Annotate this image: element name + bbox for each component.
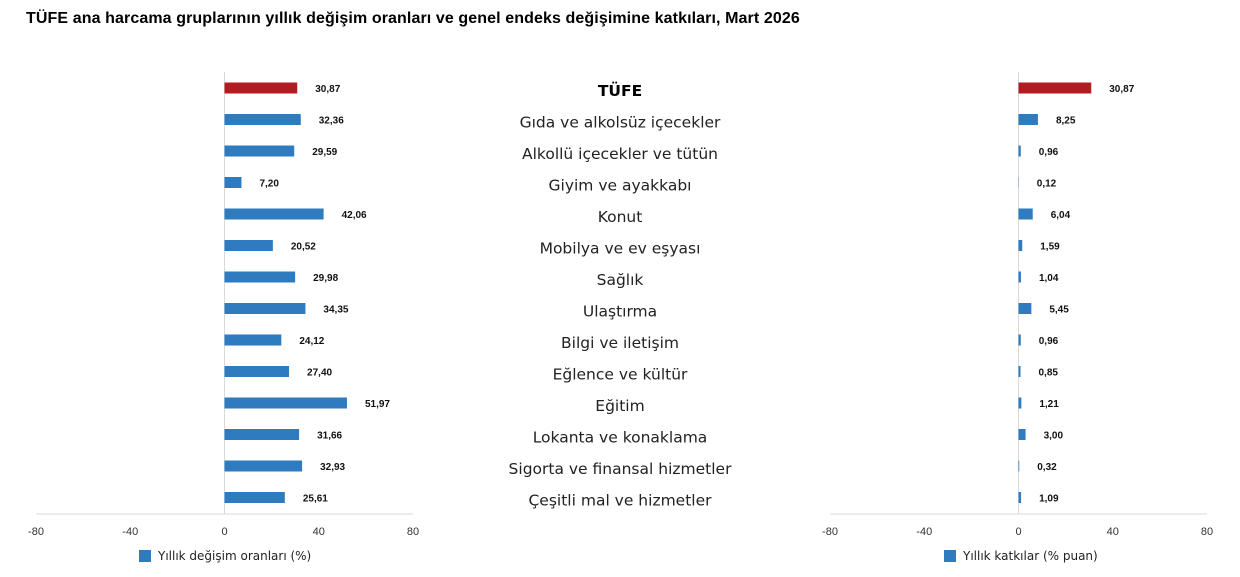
right-bar [1019, 429, 1026, 440]
right-value-label: 1,09 [1039, 493, 1059, 505]
left-bar [225, 209, 324, 220]
category-label: Lokanta ve konaklama [532, 428, 708, 447]
right-bar [1019, 240, 1023, 251]
category-label: Gıda ve alkolsüz içecekler [519, 113, 721, 132]
left-legend-label: Yıllık değişim oranları (%) [158, 549, 312, 563]
right-value-label: 1,04 [1038, 273, 1059, 284]
right-value-label: 0,32 [1037, 462, 1057, 473]
left-bar [225, 177, 242, 188]
right-value-label: 0,96 [1038, 336, 1059, 347]
right-bar [1019, 398, 1022, 409]
category-label: Eğitim [595, 397, 645, 415]
right-bar [1019, 272, 1021, 283]
category-label: Bilgi ve iletişim [561, 334, 679, 352]
left-value-label: 32,36 [318, 115, 344, 127]
right-value-label: 1,21 [1039, 399, 1059, 410]
left-bar [225, 335, 282, 346]
right-value-label: 0,96 [1038, 147, 1059, 158]
category-labels [509, 81, 733, 510]
right-value-label: 0,12 [1036, 178, 1057, 190]
left-value-label: 34,35 [323, 304, 349, 316]
left-value-label: 7,20 [259, 178, 279, 190]
left-value-label: 27,40 [307, 367, 333, 379]
left-value-label: 29,98 [313, 273, 339, 284]
right-tick-label: 80 [1200, 526, 1214, 538]
category-label: Alkollü içecekler ve tütün [522, 145, 718, 163]
right-legend-swatch [944, 550, 956, 562]
right-value-label: 1,59 [1040, 241, 1060, 253]
left-bar [225, 492, 285, 503]
left-tick-label: -80 [28, 526, 44, 538]
category-label: Sağlık [596, 271, 644, 289]
right-bar [1019, 146, 1021, 157]
left-tick-label: 80 [406, 526, 420, 538]
category-label: Eğlence ve kültür [552, 365, 688, 384]
left-bar [225, 240, 273, 251]
right-value-label: 0,85 [1038, 367, 1058, 379]
right-bar [1019, 492, 1022, 503]
left-value-label: 29,59 [312, 147, 338, 158]
category-label: Sigorta ve finansal hizmetler [508, 460, 732, 478]
category-label: Çeşitli mal ve hizmetler [528, 491, 712, 510]
left-bar [225, 83, 298, 94]
left-tick-label: 40 [312, 526, 325, 538]
right-legend-label: Yıllık katkılar (% puan) [963, 549, 1098, 563]
right-bar [1019, 83, 1092, 94]
right-panel-contribution [822, 72, 1213, 563]
left-value-label: 24,12 [299, 336, 325, 347]
left-bar [225, 366, 290, 377]
category-label: Konut [597, 208, 643, 226]
left-value-label: 51,97 [364, 399, 390, 410]
category-label: TÜFE [597, 82, 643, 100]
left-bar [225, 272, 296, 283]
category-label: Giyim ve ayakkabı [548, 176, 692, 195]
left-bar [225, 114, 301, 125]
left-bar [225, 146, 295, 157]
chart-title: TÜFE ana harcama gruplarının yıllık değişim oranları ve genel endeks değişimine katkıları, Mart 2026 [26, 10, 800, 27]
right-value-label: 8,25 [1055, 115, 1076, 127]
left-tick-label: 0 [221, 526, 228, 538]
left-bar [225, 429, 300, 440]
left-value-label: 30,87 [315, 84, 341, 95]
left-legend-swatch [139, 550, 151, 562]
left-bar [225, 398, 347, 409]
right-bar [1019, 303, 1032, 314]
right-value-label: 6,04 [1050, 210, 1071, 221]
left-value-label: 32,93 [320, 462, 346, 473]
left-value-label: 31,66 [317, 430, 343, 442]
right-bar [1019, 209, 1033, 220]
right-value-label: 30,87 [1109, 84, 1135, 95]
left-panel-annual-change [28, 72, 419, 563]
right-value-label: 5,45 [1049, 304, 1069, 316]
right-bar [1019, 366, 1021, 377]
right-bar [1019, 114, 1038, 125]
right-tick-label: 0 [1015, 526, 1022, 538]
left-tick-label: -40 [122, 526, 139, 538]
right-bar [1019, 461, 1020, 472]
right-tick-label: 40 [1106, 526, 1119, 538]
right-tick-label: -80 [822, 526, 838, 538]
left-value-label: 20,52 [290, 241, 316, 253]
left-bar [225, 303, 306, 314]
category-label: Ulaştırma [582, 302, 658, 321]
category-label: Mobilya ve ev eşyası [539, 239, 701, 258]
left-value-label: 42,06 [341, 210, 367, 221]
left-bar [225, 461, 303, 472]
right-bar [1019, 335, 1021, 346]
right-tick-label: -40 [916, 526, 933, 538]
right-value-label: 3,00 [1043, 430, 1064, 442]
left-value-label: 25,61 [302, 493, 328, 505]
